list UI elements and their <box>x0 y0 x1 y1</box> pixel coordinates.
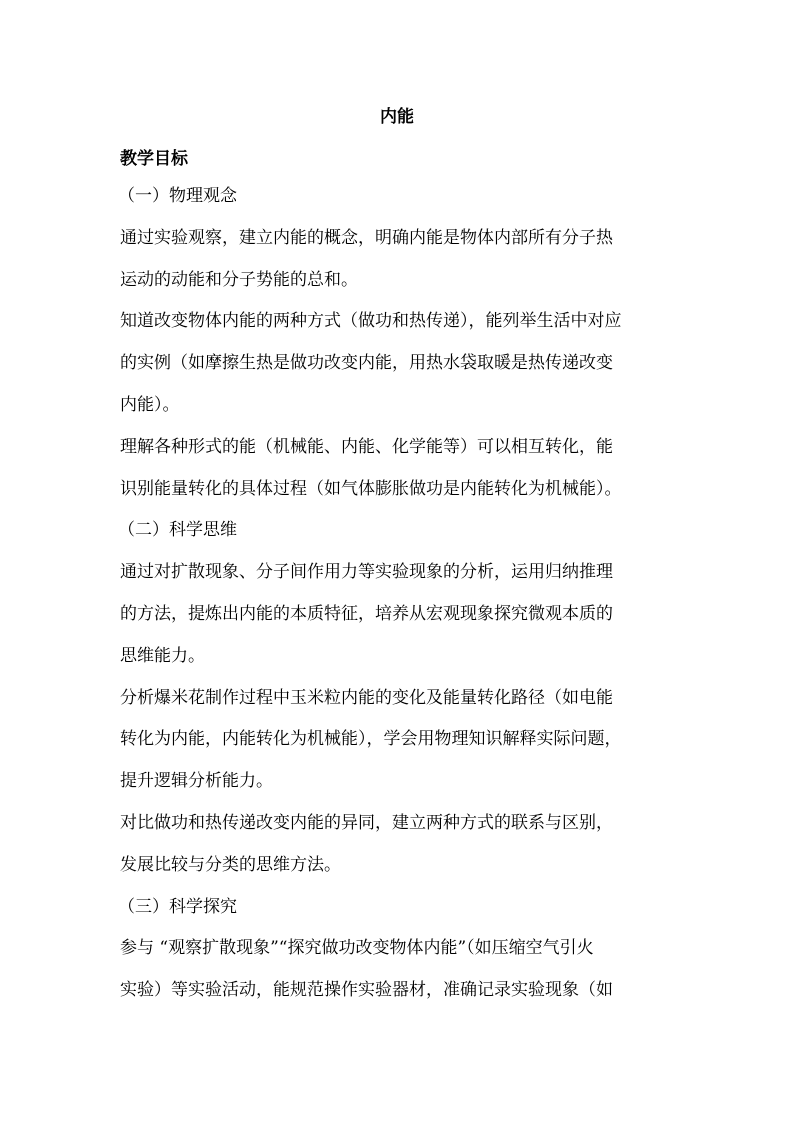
text-line: 分析爆米花制作过程中玉米粒内能的变化及能量转化路径（如电能 <box>120 687 613 708</box>
subsection-heading: （二）科学思维 <box>118 520 237 541</box>
document-title: 内能 <box>380 107 414 127</box>
text-line: 通过对扩散现象、分子间作用力等实验现象的分析，运用归纳推理 <box>120 562 613 583</box>
document-body <box>120 176 680 1012</box>
text-line: 理解各种形式的能（机械能、内能、化学能等）可以相互转化，能 <box>120 436 613 457</box>
text-line: 转化为内能，内能转化为机械能），学会用物理知识解释实际问题， <box>120 729 622 750</box>
text-line: 的方法，提炼出内能的本质特征，培养从宏观现象探究微观本质的 <box>120 603 613 624</box>
text-line: 识别能量转化的具体过程（如气体膨胀做功是内能转化为机械能）。 <box>120 478 622 499</box>
subsection-heading: （一）物理观念 <box>118 186 237 206</box>
text-line: 运动的动能和分子势能的总和。 <box>120 269 358 290</box>
section-heading: 教学目标 <box>120 149 188 169</box>
text-line: 知道改变物体内能的两种方式（做功和热传递），能列举生活中对应 <box>120 311 622 332</box>
text-line: 思维能力。 <box>120 645 205 666</box>
text-line: 通过实验观察，建立内能的概念，明确内能是物体内部所有分子热 <box>120 227 613 248</box>
text-line: 参与 “观察扩散现象”“探究做功改变物体内能”（如压缩空气引火 <box>120 938 594 959</box>
text-line: 提升逻辑分析能力。 <box>120 771 273 792</box>
text-line: 对比做功和热传递改变内能的异同，建立两种方式的联系与区别， <box>120 812 613 833</box>
text-line: 内能）。 <box>120 394 180 415</box>
text-line: 的实例（如摩擦生热是做功改变内能，用热水袋取暖是热传递改变 <box>120 353 613 374</box>
text-line: 发展比较与分类的思维方法。 <box>120 854 341 875</box>
text-line: 实验）等实验活动，能规范操作实验器材，准确记录实验现象（如 <box>120 980 613 1001</box>
subsection-heading: （三）科学探究 <box>118 896 237 917</box>
